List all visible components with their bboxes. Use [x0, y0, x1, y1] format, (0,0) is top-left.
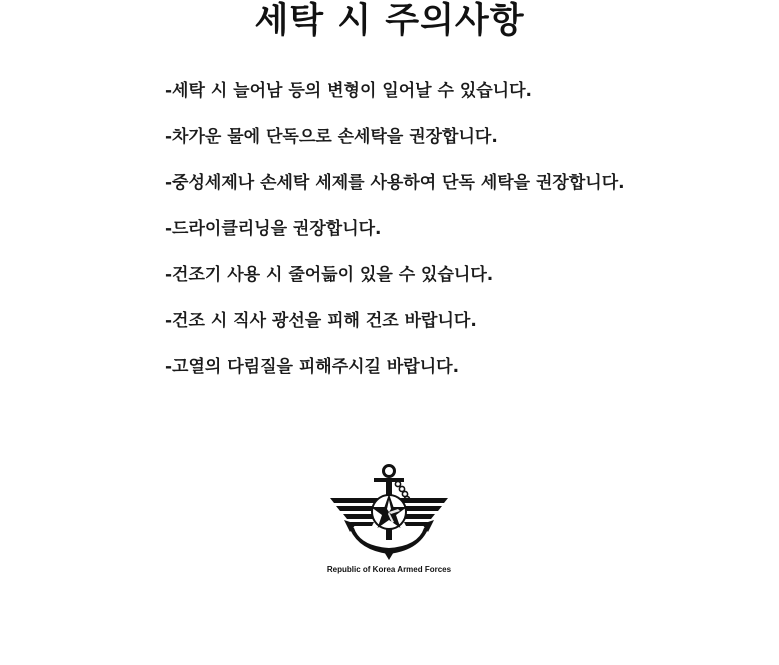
care-note-cold-hand-wash: -차가운 물에 단독으로 손세탁을 권장합니다.: [165, 127, 498, 147]
care-notes-list: [165, 80, 625, 402]
care-note-dry-cleaning: -드라이클리닝을 권장합니다.: [165, 219, 382, 239]
care-note-neutral-detergent: -중성세제나 손세탁 세제를 사용하여 단독 세탁을 권장합니다.: [165, 173, 625, 193]
care-note-avoid-high-heat-iron: -고열의 다림질을 피해주시길 바랍니다.: [165, 357, 460, 377]
armed-forces-emblem-icon: [326, 462, 452, 562]
page-title: 세탁 시 주의사항: [254, 1, 525, 41]
care-note-washing-deformation: -세탁 시 늘어남 등의 변형이 일어날 수 있습니다.: [165, 81, 532, 101]
care-note-dryer-shrinkage: -건조기 사용 시 줄어듦이 있을 수 있습니다.: [165, 265, 494, 285]
care-note-avoid-sunlight: -건조 시 직사 광선을 피해 건조 바랍니다.: [165, 311, 477, 331]
emblem-caption: Republic of Korea Armed Forces: [326, 565, 452, 574]
